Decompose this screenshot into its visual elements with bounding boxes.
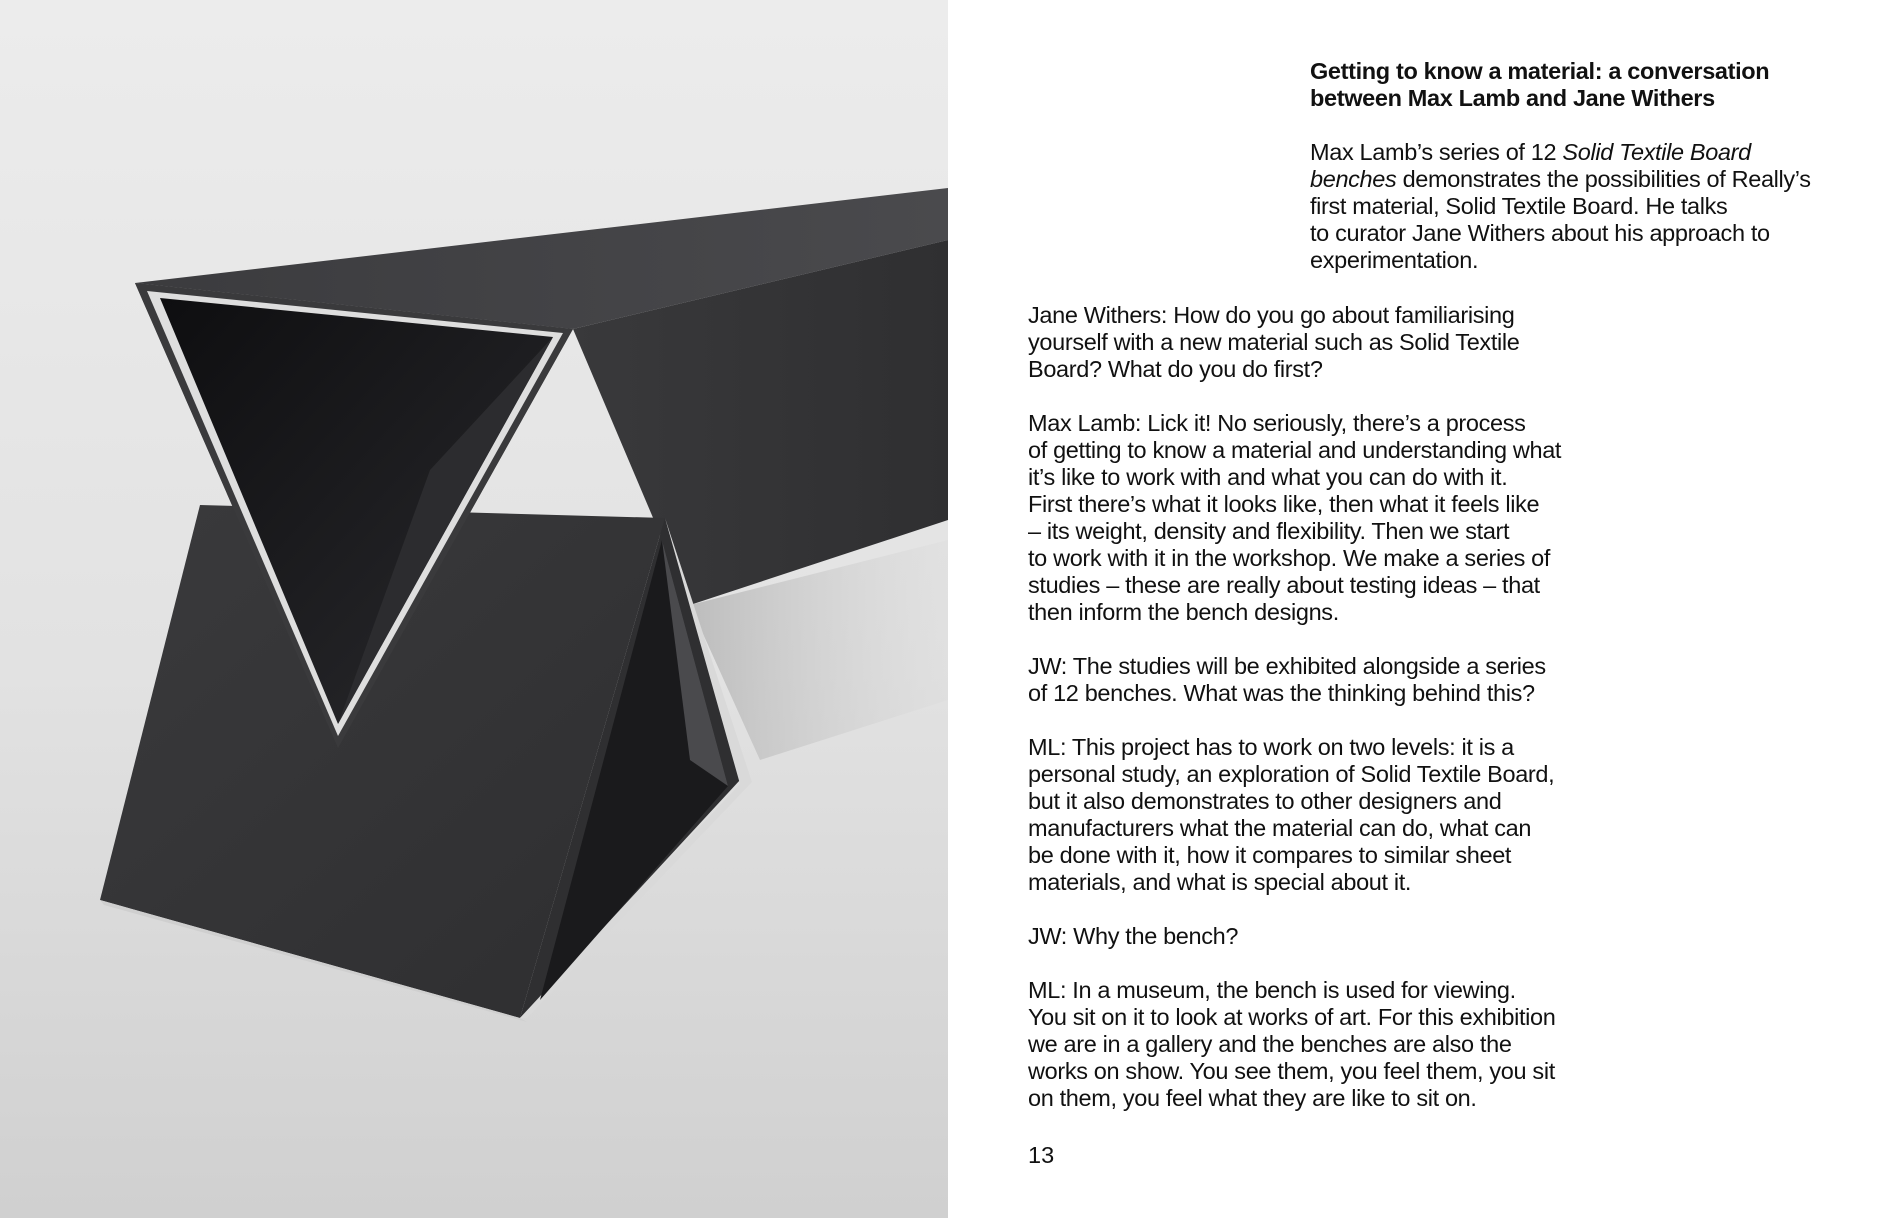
article-heading: Getting to know a material: a conversation between Max Lamb and Jane Withers: [1310, 58, 1770, 111]
interview-body: [1028, 302, 1588, 1139]
page-number: 13: [1028, 1142, 1055, 1168]
article-intro: [1310, 58, 1850, 274]
standfirst: [1310, 139, 1850, 274]
text-page: [948, 0, 1895, 1218]
standfirst-italic-title: Solid Textile Board benches: [1310, 139, 1751, 192]
interview-paragraph: ML: This project has to work on two levels: it is a personal study, an exploration of Solid Textile Board, but it also demonstrates to other designers and manufacturers what the material can do, what can be done with it, how it compares to similar sheet materials, and what is special about it.: [1028, 734, 1555, 895]
interview-paragraph: Jane Withers: How do you go about familiarising yourself with a new material such as Solid Textile Board? What do you do first?: [1028, 302, 1520, 382]
interview-paragraph: ML: In a museum, the bench is used for viewing. You sit on it to look at works of art. For this exhibition we are in a gallery and the benches are also the works on show. You see them, you feel them, you sit on them, you feel what they are like to sit on.: [1028, 977, 1556, 1111]
interview-paragraph: Max Lamb: Lick it! No seriously, there’s a process of getting to know a material and understanding what it’s like to work with and what you can do with it. First there’s what it looks like, then what it feels like – its weight, density and flexibility. Then we start to work with it in the workshop. We make a series of studies – these are really about testing ideas – that then inform the bench designs.: [1028, 410, 1562, 625]
interview-paragraph: JW: Why the bench?: [1028, 923, 1239, 949]
interview-paragraph: JW: The studies will be exhibited alongside a series of 12 benches. What was the thinking behind this?: [1028, 653, 1546, 706]
standfirst-text-2: demonstrates the possibilities of Really’s first material, Solid Textile Board. He talks to curator Jane Withers about his approach to experimentation.: [1310, 166, 1811, 273]
standfirst-text-1: Max Lamb’s series of 12: [1310, 139, 1563, 165]
